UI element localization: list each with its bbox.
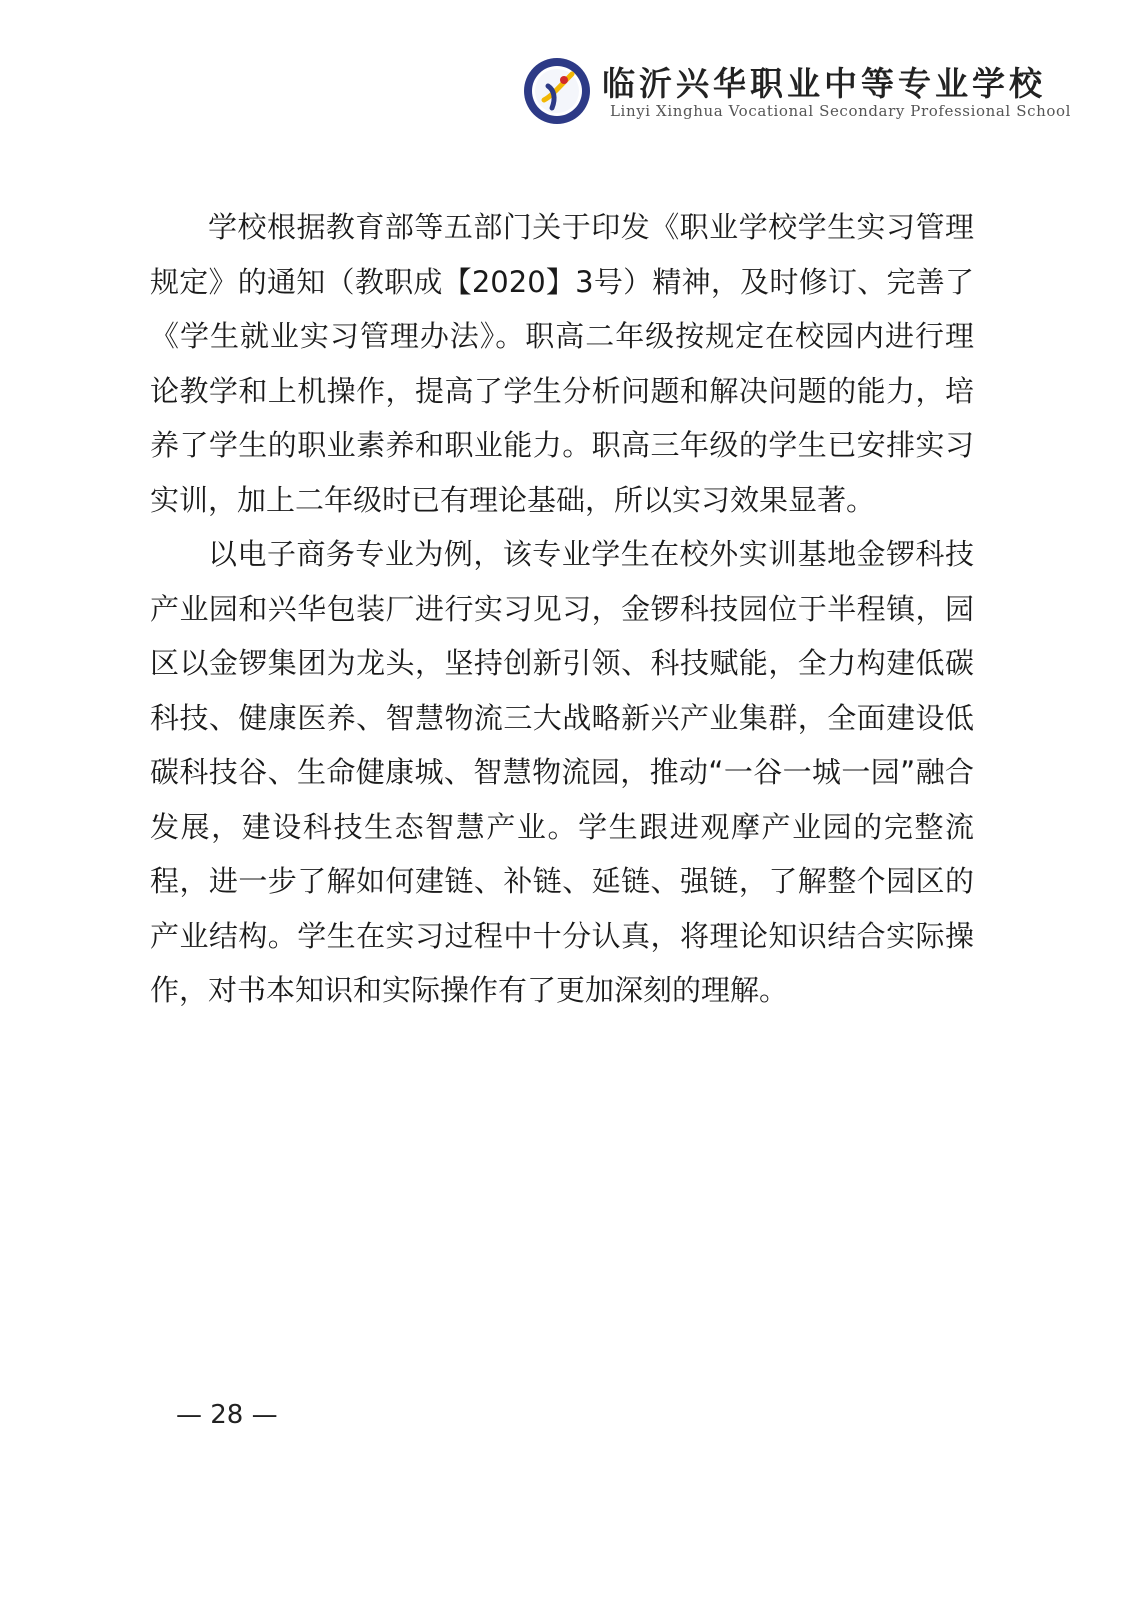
page-number: — 28 — [176, 1400, 278, 1430]
page-header [522, 52, 1082, 132]
school-emblem-icon [522, 56, 592, 126]
paragraph: 学校根据教育部等五部门关于印发《职业学校学生实习管理规定》的通知（教职成【2020】3号）精神，及时修订、完善了《学生就业实习管理办法》。职高二年级按规定在校园内进行理论教学和上机操作，提高了学生分析问题和解决问题的能力，培养了学生的职业素养和职业能力。职高三年级的学生已安排实习实训，加上二年级时已有理论基础，所以实习效果显著。 [150, 210, 974, 517]
body-text [150, 200, 974, 1018]
school-name-chinese: 临沂兴华职业中等专业学校 [602, 64, 1046, 103]
school-name-english: Linyi Xinghua Vocational Secondary Professional School [610, 102, 1071, 120]
paragraph: 以电子商务专业为例，该专业学生在校外实训基地金锣科技产业园和兴华包装厂进行实习见习，金锣科技园位于半程镇，园区以金锣集团为龙头，坚持创新引领、科技赋能，全力构建低碳科技、健康医养、智慧物流三大战略新兴产业集群，全面建设低碳科技谷、生命健康城、智慧物流园，推动“一谷一城一园”融合发展，建设科技生态智慧产业。学生跟进观摩产业园的完整流程，进一步了解如何建链、补链、延链、强链，了解整个园区的产业结构。学生在实习过程中十分认真，将理论知识结合实际操作，对书本知识和实际操作有了更加深刻的理解。 [150, 537, 974, 1007]
